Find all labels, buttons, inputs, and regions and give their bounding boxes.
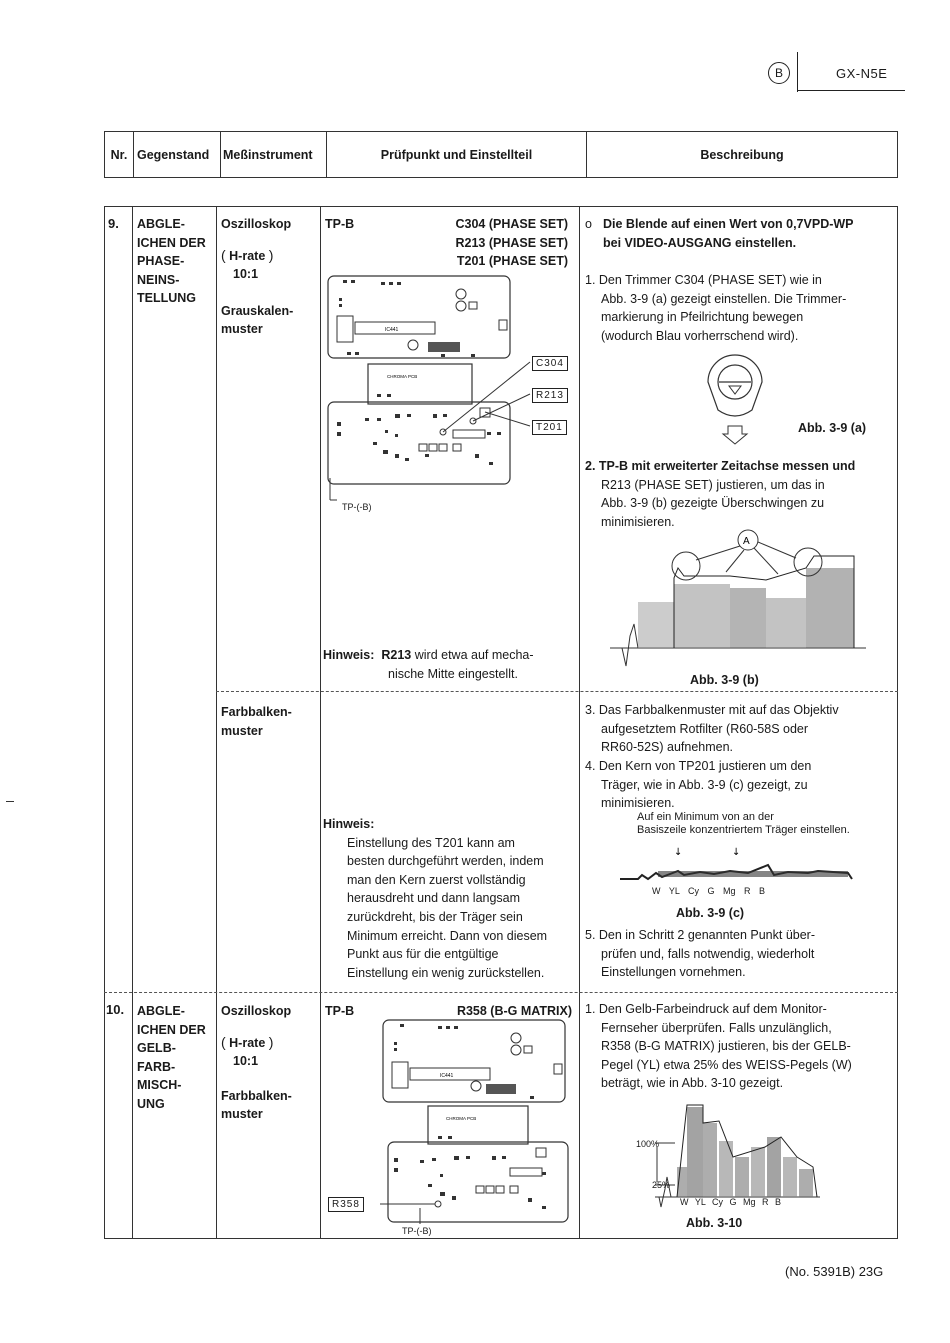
waveform-fig-c (618, 845, 858, 885)
vline-3 (320, 206, 321, 1239)
label-r213: R213 (532, 388, 568, 403)
row-divider (104, 992, 898, 993)
fig-a-caption: Abb. 3-9 (a) (798, 421, 867, 435)
fig-3-10-axis: W YL Cy G Mg R B (680, 1197, 782, 1207)
header-divider (797, 52, 798, 92)
row10-part: R358 (B-G MATRIX) (456, 1004, 572, 1018)
row9-note2: Hinweis: Einstellung des T201 kann am besten durchgeführt werden, indem man den Kern zuerst vollständig herausdreht und dann langsam zurückdreht, bis der Träger sein Minimum erreicht. Dann von diesem Punkt aus für die entgültige Einstellung ein wenig zurückstellen. (323, 817, 548, 980)
svg-text:IC441: IC441 (440, 1073, 454, 1079)
fig-b-caption: Abb. 3-9 (b) (690, 673, 759, 687)
row9-step3: 3. Das Farbbalkenmuster mit auf das Objektiv aufgesetztem Rotfilter (R60-58S oder RR60-52S) aufnehmen. (585, 703, 839, 755)
fig-3-10-caption: Abb. 3-10 (686, 1216, 743, 1230)
col-nr: Nr. (105, 132, 134, 178)
model-number: GX-N5E (836, 66, 888, 81)
col-instrument: Meßinstrument (221, 132, 327, 178)
row10-item: ABGLE- ICHEN DER GELB- FARB- MISCH- UNG (137, 1004, 206, 1111)
row9-instrument-colorbar: Farbbalken- muster (221, 705, 292, 738)
row10-instrument: Oszilloskop ( H-rate ) 10:1 Farbbalken- muster (221, 1004, 292, 1122)
col-description: Beschreibung (587, 132, 898, 178)
header-underline (797, 90, 905, 91)
row10-nr: 10. (106, 1002, 125, 1017)
col-item: Gegenstand (134, 132, 221, 178)
row9-instrument: Oszilloskop ( H-rate ) 10:1 Grauskalen- muster (221, 217, 294, 337)
row9-intro: o Die Blende auf einen Wert von 0,7VPD-WP bei VIDEO-AUSGANG einstellen. (585, 217, 854, 250)
vline-4 (579, 206, 580, 1239)
vline-2 (216, 206, 217, 1239)
fig-c-caption: Abb. 3-9 (c) (676, 906, 745, 920)
label-r358: R358 (328, 1197, 364, 1212)
row9-parts: C304 (PHASE SET) R213 (PHASE SET) T201 (PHASE SET) (455, 217, 568, 269)
page-footer: (No. 5391B) 23G (785, 1264, 884, 1279)
header-circle-letter: B (768, 62, 796, 84)
row9-step1: 1. Den Trimmer C304 (PHASE SET) wie in Abb. 3-9 (a) gezeigt einstellen. Die Trimmer- markierung in Pfeilrichtung bewegen (wodurch Blau vorherrschend wird). (585, 273, 847, 343)
row9-item: ABGLE- ICHEN DER PHASE- NEINS- TELLUNG (137, 217, 206, 306)
svg-text:↓: ↓ (674, 847, 683, 858)
svg-text:IC441: IC441 (385, 327, 399, 333)
pcb-diagram-row10 (380, 1018, 575, 1238)
tp-label-row10: TP-(-B) (402, 1226, 432, 1236)
waveform-fig-3-10 (635, 1097, 825, 1212)
trimmer-figure (700, 352, 770, 447)
fig-c-axis: W YL Cy G Mg R B (652, 886, 766, 896)
label-t201: T201 (532, 420, 567, 435)
fig-3-10-100: 100% (636, 1139, 660, 1149)
vline-1 (132, 206, 133, 1239)
fig-c-note: Auf ein Minimum von an der Basiszeile konzentriertem Träger einstellen. (637, 811, 850, 836)
row9-subdivider (216, 691, 898, 692)
row9-step4: 4. Den Kern von TP201 justieren um den Träger, wie in Abb. 3-9 (c) gezeigt, zu minimisieren. (585, 759, 812, 811)
waveform-fig-b (608, 528, 868, 673)
row10-step1: 1. Den Gelb-Farbeindruck auf dem Monitor- Fernseher überprüfen. Falls unzulänglich, R358 (B-G MATRIX) justieren, bis der GELB- Pegel (YL) etwa 25% des WEISS-Pegels (W) beträgt, wie in Abb. 3-10 gezeigt. (585, 1002, 852, 1091)
margin-mark (6, 801, 14, 802)
col-checkpoint: Prüfpunkt und Einstellteil (327, 132, 587, 178)
column-header-table (104, 131, 898, 178)
tp-label-row9: TP-(-B) (342, 502, 372, 512)
fig-3-10-25: 25% (652, 1180, 671, 1190)
svg-text:A: A (743, 536, 750, 547)
row9-step2: 2. TP-B mit erweiterter Zeitachse messen und R213 (PHASE SET) justieren, um das in Abb. 3-9 (b) gezeigte Überschwingen zu minimisieren. (585, 459, 856, 529)
svg-text:CHROMA PCB: CHROMA PCB (387, 374, 418, 379)
svg-text:CHROMA PCB: CHROMA PCB (446, 1116, 477, 1121)
row9-tp: TP-B (325, 217, 355, 231)
svg-text:↓: ↓ (732, 847, 741, 858)
row10-tp: TP-B (325, 1004, 355, 1018)
row9-step5: 5. Den in Schritt 2 genannten Punkt über- prüfen und, falls notwendig, wiederholt Einstellungen vornehmen. (585, 928, 816, 980)
row9-note1: Hinweis: R213 wird etwa auf mecha- nische Mitte eingestellt. (323, 648, 534, 681)
label-c304: C304 (532, 356, 568, 371)
row9-nr: 9. (108, 216, 119, 231)
